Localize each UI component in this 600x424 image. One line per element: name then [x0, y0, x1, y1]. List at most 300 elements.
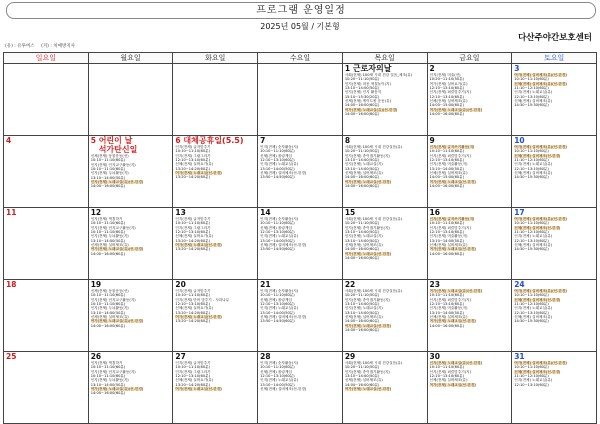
day-number: 10: [514, 136, 525, 145]
activity-text: 여가(전체) 노래교실(선-한경): [344, 387, 392, 392]
day-number: 9: [429, 136, 435, 145]
day-number: 24: [514, 280, 525, 289]
activity-text: 14:30~15:30(60분): [514, 319, 549, 324]
activity-text: 10:10~11:10(60분): [260, 365, 295, 370]
activity-text: 사회(전체) 100세 시대 건강 걸음_체조(유): [344, 73, 413, 77]
activity-text: 여가(전체) 노래교실(선-한경): [175, 243, 222, 248]
activity-text: 인지(전체) 퍼즐맞추기(지): [429, 297, 471, 302]
day-header: [514, 281, 594, 289]
weekday-header: 목요일: [342, 53, 427, 64]
activity-text: 14:00~16:00(60분): [429, 112, 465, 117]
activity-list: [514, 361, 594, 387]
activity-line: [260, 387, 340, 391]
activity-text: 14:00~16:00(60분): [90, 184, 126, 189]
activity-text: 10:10~11:10(60분): [514, 365, 549, 370]
day-header: [345, 281, 425, 289]
activity-text: 인지(전체) 미술(선): [429, 73, 461, 77]
day-cell: [4, 280, 89, 352]
activity-text: 여가(전체) 노래교실(선-한경): [175, 171, 222, 176]
activity-text: 신체(전체) 실버체조(유): [429, 171, 468, 176]
activity-text: 인지(전체) 미술활동(지): [429, 234, 468, 239]
day-number: 5: [90, 136, 96, 145]
activity-text: 인지(전체) 노래교실(유): [514, 306, 553, 311]
activity-text: 신체(전체) 실버요가(유): [175, 378, 214, 383]
activity-line: [430, 184, 510, 188]
activity-line: [430, 383, 510, 387]
activity-text: 10:10~11:10(60분): [260, 221, 295, 226]
day-number: 15: [344, 208, 356, 217]
day-cell: [258, 352, 343, 424]
activity-text: 인지(전체) 인지 활동지: [344, 90, 382, 95]
activity-text: 12:10~13:10(60분): [429, 374, 465, 379]
activity-text: 인지(전체) 두뇌활동(지): [90, 378, 129, 383]
day-number: 21: [260, 280, 271, 289]
activity-list: [345, 145, 425, 188]
day-header: [430, 353, 510, 361]
activity-text: 인지(전체) 퍼즐맞추기(지): [429, 153, 471, 158]
activity-text: 10:10~11:10(60분): [90, 230, 126, 235]
activity-text: 12:10~13:10(60분): [260, 158, 295, 163]
activity-text: 여가(전체) 노래교실(유)(선-한경): [429, 289, 483, 293]
activity-text: 13:50~14:50(60분): [260, 247, 295, 252]
activity-text: 인지(전체) 그림그리기: [175, 369, 211, 374]
activity-text: 인지(전체) 종이접기활동(지): [344, 297, 390, 302]
activity-text: 13:10~14:00(50분): [90, 175, 126, 180]
activity-text: 여가(전체) 노래교실(선-한경): [344, 323, 392, 328]
activity-text: 13:20~14:20(60분): [175, 238, 210, 243]
activity-line: [514, 319, 594, 323]
activity-text: 인지(전체) 숫자활동(지): [260, 145, 299, 149]
activity-text: 14:00~16:00(60분): [429, 251, 465, 256]
day-number: 20: [175, 280, 186, 289]
activity-text: 신체(전체) 볼링게임: [260, 297, 292, 302]
activity-text: 10:20~11:10(50분): [344, 365, 380, 370]
activity-text: 14:00~16:00(60분): [344, 319, 380, 324]
activity-text: 여가(전체) 노래교실(유)(선-한경): [429, 107, 483, 112]
day-number: 25: [6, 352, 17, 361]
activity-text: 12:10~13:10(60분): [175, 374, 210, 379]
day-cell: [342, 64, 427, 136]
activity-text: 13:10~14:00(50분): [429, 166, 465, 171]
activity-text: 12:10~13:10(60분): [175, 302, 210, 307]
activity-text: 인지(전체) 노래교실(지): [344, 234, 383, 239]
week-row: [4, 352, 597, 424]
activity-line: [430, 252, 510, 256]
activity-text: 14:00~16:00(60분): [90, 323, 126, 328]
day-number: 22: [344, 280, 356, 289]
day-header: [514, 353, 594, 361]
activity-text: 인지(전체) 노래교실(유): [260, 162, 299, 167]
activity-text: 14:00~16:00(60분): [344, 247, 380, 252]
activity-text: 신체(전체) 실버체조(선-한경): [514, 297, 561, 302]
activity-text: 10:10~11:10(60분): [514, 149, 549, 154]
activity-text: 인지(전체) 노래교실(지): [344, 162, 383, 167]
activity-list: [345, 289, 425, 332]
activity-text: 신체(전체) 실버요가(유): [175, 162, 214, 167]
activity-text: 사회(전체) 100세 시대 건강걸음(유): [344, 289, 403, 293]
day-header: [430, 65, 510, 73]
activity-text: 14:00~16:00(60분): [344, 184, 380, 189]
activity-text: 10:10~11:10(60분): [90, 365, 126, 370]
day-header: [260, 137, 340, 145]
week-row: [4, 136, 597, 208]
activity-text: 12:10~13:10(60분): [514, 310, 549, 315]
activity-text: 12:10~13:10(60분): [514, 382, 549, 387]
day-header: [260, 209, 340, 217]
activity-text: 10:10~11:10(60분): [514, 293, 549, 298]
activity-text: 신체(전체) 실버체조(유): [514, 243, 553, 248]
day-cell: [88, 136, 173, 208]
activity-text: 14:00~16:00(60분): [344, 382, 380, 387]
document-subtitle: 2025년 05월 / 기본형: [260, 22, 340, 31]
activity-text: 10:20~11:10(50분): [344, 293, 380, 298]
activity-text: 12:10~13:10(60분): [175, 230, 210, 235]
activity-text: 인지(전체) 노래교실(유): [514, 162, 553, 167]
day-header: [260, 353, 340, 361]
activity-text: 13:10~14:00(50분): [260, 166, 295, 171]
activity-text: 13:10~14:00(50분): [344, 86, 380, 91]
activity-text: 13:50~14:50(60분): [260, 319, 295, 324]
activity-text: 인지(전체) 글자쓰기활동(지): [429, 145, 475, 149]
legend-item: (지) : 치매방지사: [41, 44, 76, 49]
activity-text: 11:10~12:10(60분): [514, 230, 549, 235]
activity-list: [430, 217, 510, 256]
activity-text: 신체(전체) 볼링게임: [260, 369, 292, 374]
day-header: [514, 209, 594, 217]
activity-text: 13:10~14:00(50분): [344, 310, 380, 315]
legend: [5, 43, 80, 49]
activity-text: 신체(전체) 볼링게임: [260, 153, 292, 158]
activity-text: 10:10~11:10(60분): [260, 293, 295, 298]
activity-text: 12:10~13:10(60분): [429, 94, 465, 99]
activity-list: [260, 217, 340, 252]
activity-text: 여가(전체) 노래교실(선-한경): [429, 382, 476, 387]
day-cell: [342, 280, 427, 352]
activity-text: 여가(전체) 실버체조(유)(선-한경): [514, 217, 567, 221]
activity-text: 13:10~14:00(50분): [344, 158, 380, 163]
day-note: 대체공휴일(5.5): [180, 136, 244, 145]
activity-text: 10:10~11:10(60분): [514, 77, 549, 82]
activity-text: 여가(전체) 실버체조(유)(선-한경): [514, 289, 567, 293]
activity-text: 인지(전체) 글자맞추기: [175, 361, 211, 365]
activity-text: 인지(전체) 글자맞추기: [175, 289, 211, 293]
activity-list: [260, 289, 340, 324]
day-cell: [173, 136, 258, 208]
weekday-header: 월요일: [88, 53, 173, 64]
activity-text: 13:10~14:00(50분): [429, 238, 465, 243]
activity-list: [430, 145, 510, 188]
day-header: [514, 137, 594, 145]
activity-text: 13:10~14:00(50분): [90, 238, 126, 243]
activity-list: [514, 217, 594, 252]
day-number: 2: [429, 64, 435, 73]
activity-text: 신체(전체) 실버체조(유): [514, 99, 553, 104]
activity-text: 인지(전체) 퍼즐맞추기(지): [429, 369, 471, 374]
activity-text: 14:00~16:00(60분): [344, 328, 380, 333]
activity-text: 신체(전체) 실버체조(유): [344, 171, 383, 176]
activity-text: 14:00~16:00(60분): [90, 391, 126, 396]
activity-text: 13:10~14:00(50분): [344, 302, 380, 307]
activity-text: 신체(전체) 실버체조(선-한경): [260, 315, 307, 320]
activity-text: 13:10~14:00(50분): [90, 310, 126, 315]
day-cell: [342, 352, 427, 424]
activity-text: 10:20~11:10(50분): [344, 149, 380, 154]
activity-text: 신체(전체) 실버체조(유): [514, 315, 553, 320]
day-header: [91, 353, 171, 361]
activity-list: [514, 289, 594, 324]
day-header: [345, 209, 425, 217]
activity-line: [260, 247, 340, 251]
activity-list: [430, 361, 510, 387]
activity-list: [514, 145, 594, 180]
day-header: [91, 137, 171, 145]
activity-list: [175, 289, 255, 324]
day-note: 석가탄신일: [98, 145, 138, 154]
activity-line: [514, 383, 594, 387]
activity-text: 여가(전체) 실버체조(유)(선-한경): [514, 73, 567, 77]
activity-line: [514, 175, 594, 179]
day-cell: [427, 64, 512, 136]
activity-text: 여가(전체) 노래교실(선-한경): [429, 247, 476, 252]
activity-text: 인지(전체) 노래교실(유): [514, 378, 553, 383]
activity-text: 인지(전체) 글자쓰기활동(지): [429, 217, 475, 221]
day-number: 31: [514, 352, 525, 361]
day-number: 17: [514, 208, 525, 217]
weekday-header-row: [4, 53, 597, 64]
activity-text: 신체(전체) 동물운동(선): [90, 289, 129, 293]
activity-text: 인지(전체) 노래교실(유): [514, 234, 553, 239]
activity-text: 인지(전체) 인지교구활동(지): [90, 297, 136, 302]
activity-text: 13:50~14:50(60분): [260, 175, 295, 180]
activity-text: 여가(전체) 노래교실(유)(선-한경): [90, 387, 144, 392]
day-number: 30: [429, 352, 440, 361]
day-cell: [4, 352, 89, 424]
activity-text: 11:10~12:10(60분): [514, 302, 549, 307]
calendar-body: [4, 64, 597, 424]
day-number: 12: [90, 208, 102, 217]
activity-line: [430, 324, 510, 328]
activity-line: [175, 319, 255, 323]
activity-text: 인지(전체) 미술활동(지): [429, 162, 468, 167]
activity-list: [91, 289, 171, 328]
day-number: 4: [6, 136, 12, 145]
activity-text: 12:10~13:10(60분): [429, 302, 465, 307]
activity-text: 인지(전체) 단어 맞추기 - 사과나무: [175, 297, 230, 302]
activity-text: 인지(전체) 숫자활동(지): [260, 289, 299, 293]
activity-text: 여가(전체) 노래교실(선-한경): [344, 179, 392, 184]
activity-text: 인지(전체) 두뇌활동(지): [90, 171, 129, 176]
activity-text: 신체(전체) 실버체조(선-한경): [514, 369, 561, 374]
activity-text: 인지(전체) 퍼즐맞추기(지): [429, 225, 471, 230]
day-number: 13: [175, 208, 186, 217]
activity-text: 신체(전체) 실버체조(유): [429, 243, 468, 248]
activity-text: 신체(전체) 실버요가(유): [175, 306, 214, 311]
day-cell: [427, 280, 512, 352]
activity-text: 12:10~13:10(60분): [429, 86, 465, 91]
day-note: 근로자의날: [350, 64, 392, 73]
activity-text: 14:00~16:00(60분): [344, 175, 380, 180]
day-header: [430, 209, 510, 217]
activity-text: 인지(전체) 숫자활동(지): [260, 217, 299, 221]
activity-text: 10:20~11:10(50분): [344, 221, 380, 226]
activity-list: [91, 361, 171, 396]
activity-text: 인지(전체) 그림그리기: [175, 153, 211, 158]
activity-text: 여가(전체) 실버요가(유): [429, 81, 468, 86]
legend-item: (유) : 유투버스: [5, 44, 35, 49]
week-row: [4, 280, 597, 352]
activity-text: 신체(전체) 실버체조(유): [429, 378, 468, 383]
activity-list: [430, 73, 510, 116]
activity-text: 10:10~11:10(60분): [90, 158, 126, 163]
day-number: 28: [260, 352, 271, 361]
activity-text: 10:10~11:10(60분): [429, 293, 465, 298]
activity-line: [345, 184, 425, 188]
activity-text: 13:10~14:00(50분): [260, 382, 295, 387]
activity-text: 12:10~13:10(60분): [514, 94, 549, 99]
day-number: 23: [429, 280, 440, 289]
activity-list: [345, 73, 425, 116]
activity-text: 13:10~14:00(50분): [90, 382, 126, 387]
activity-line: [91, 252, 171, 256]
activity-text: 신체(전체) 실버체조(선-한경): [514, 225, 561, 230]
day-number: 3: [514, 64, 520, 73]
day-number: 29: [344, 352, 356, 361]
day-header: [430, 281, 510, 289]
activity-text: 12:10~13:10(60분): [175, 158, 210, 163]
activity-text: 10:10~11:10(60분): [175, 221, 210, 226]
activity-line: [345, 387, 425, 391]
organization-name: 다산주야간보호센터: [518, 33, 592, 43]
day-cell: [512, 352, 597, 424]
activity-list: [260, 361, 340, 391]
day-header: [175, 353, 255, 361]
activity-text: 신체(전체) 실버체조(선-한경): [260, 243, 307, 248]
day-header: [514, 65, 594, 73]
activity-text: 11:10~12:10(60분): [514, 86, 549, 91]
activity-text: 인지(전체) 인지교구활동(지): [90, 225, 136, 230]
activity-line: [345, 328, 425, 332]
day-cell: [512, 64, 597, 136]
day-number: 26: [90, 352, 102, 361]
activity-line: [514, 247, 594, 251]
activity-text: 14:30~15:30(60분): [514, 175, 549, 180]
day-header: [260, 281, 340, 289]
day-number: 8: [344, 136, 351, 145]
activity-text: 신체(전체) 실버체조(선-한경): [260, 171, 307, 176]
activity-text: 인지(전체) 색칠하기: [90, 361, 123, 365]
activity-text: 13:20~14:20(60분): [175, 310, 210, 315]
day-cell: [342, 136, 427, 208]
activity-text: 11:10~12:10(60분): [514, 374, 549, 379]
activity-text: 여가(전체) 노래교실(선-한경): [429, 179, 476, 184]
activity-text: 10:20~11:10(50분): [344, 77, 380, 82]
activity-text: 사회(전체) 100세 시대 건강걸음(유): [344, 145, 403, 149]
activity-text: 10:10~11:10(60분): [90, 167, 126, 172]
activity-text: 11:10~12:10(60분): [514, 158, 549, 163]
activity-text: 여가(전체) 노래교실(유)(선-한경): [90, 247, 144, 252]
day-cell: [427, 136, 512, 208]
activity-line: [345, 112, 425, 116]
activity-list: [175, 217, 255, 252]
day-cell: [173, 352, 258, 424]
day-cell: [4, 136, 89, 208]
activity-text: 14:30~15:30(60분): [514, 247, 549, 252]
activity-text: 인지(전체) 노래교실(유): [260, 378, 299, 383]
day-cell: [173, 280, 258, 352]
activity-text: 사회(전체) 100세 시대 건강걸음(유): [344, 217, 403, 221]
activity-text: 14:00~16:00(60분): [429, 184, 465, 189]
activity-list: [514, 73, 594, 108]
day-cell: [173, 64, 258, 136]
day-header: [175, 137, 255, 145]
activity-line: [430, 112, 510, 116]
activity-text: 10:10~11:10(60분): [90, 293, 126, 298]
activity-text: 12:10~13:10(60분): [514, 166, 549, 171]
day-cell: [4, 208, 89, 280]
activity-line: [514, 103, 594, 107]
calendar-table: [3, 52, 597, 424]
day-number: 27: [175, 352, 186, 361]
activity-text: 10:10~11:10(60분): [514, 221, 549, 226]
day-number: 7: [260, 136, 266, 145]
day-cell: [4, 64, 89, 136]
day-cell: [258, 136, 343, 208]
weekday-header: 일요일: [4, 53, 89, 64]
activity-list: [345, 217, 425, 260]
activity-text: 10:20~11:10(50분): [429, 77, 465, 82]
activity-text: 신체(전체) 실버체조(유): [344, 378, 383, 383]
activity-text: 신체(전체) 동물운동(선): [90, 154, 129, 158]
activity-text: 15:10~15:30(20분): [344, 94, 380, 99]
activity-text: 13:10~14:00(50분): [344, 374, 380, 379]
day-cell: [512, 136, 597, 208]
day-header: [345, 65, 425, 73]
activity-text: 인지(전체) 노래교실(유)(선-한경): [429, 361, 483, 365]
day-header: [6, 281, 86, 289]
activity-text: 14:00~16:00(60분): [344, 112, 380, 117]
activity-text: 인지(전체) 숫자활동(지): [260, 361, 299, 365]
activity-list: [91, 154, 171, 189]
activity-text: 12:10~13:10(60분): [260, 302, 295, 307]
activity-text: 신체(전체) 실버체조(유): [344, 315, 383, 320]
activity-text: 13:20~14:20(60분): [175, 319, 210, 324]
activity-text: 인지(전체) 노래교실(유): [514, 90, 553, 95]
week-row: [4, 208, 597, 280]
activity-text: 신체(전체) 실버체조(유): [90, 315, 129, 320]
activity-text: 인지(전체) 파동 색칠놀이(지): [344, 81, 391, 86]
activity-text: 10:10~11:10(60분): [175, 149, 210, 154]
activity-text: 10:10~11:10(60분): [90, 221, 126, 226]
day-cell: [427, 352, 512, 424]
activity-text: 13:20~14:20(60분): [175, 166, 210, 171]
activity-list: [430, 289, 510, 328]
activity-text: 인지(전체) 글자맞추기: [175, 145, 211, 149]
activity-line: [175, 387, 255, 391]
activity-list: [175, 145, 255, 180]
activity-text: 인지(전체) 종이접기활동(지): [344, 153, 390, 158]
activity-text: 10:10~11:10(60분): [175, 293, 210, 298]
day-number: 1: [344, 64, 351, 73]
day-header: [345, 137, 425, 145]
activity-text: 10:10~11:10(60분): [429, 149, 465, 154]
activity-text: 12:10~13:10(60분): [514, 238, 549, 243]
activity-line: [91, 184, 171, 188]
activity-text: 인지(전체) 미술활동(지): [429, 306, 468, 311]
activity-list: [260, 145, 340, 180]
activity-text: 14:00~16:00(60분): [344, 103, 380, 108]
activity-list: [91, 217, 171, 256]
activity-text: 인지(전체) 글자맞추기: [175, 217, 211, 221]
